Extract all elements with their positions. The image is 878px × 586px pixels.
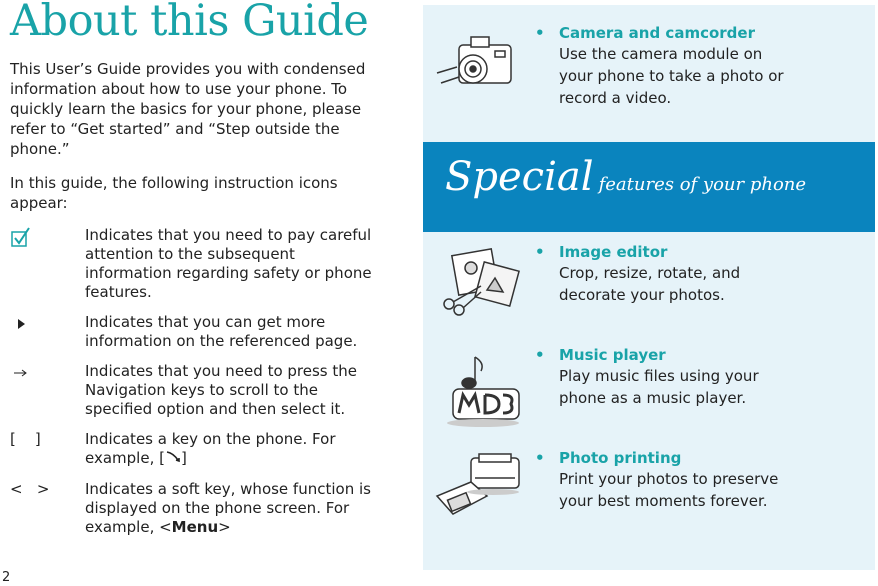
- guide-column: [0, 0, 400, 586]
- feature-description: Crop, resize, rotate, and decorate your photos.: [559, 264, 741, 304]
- image-editor-icon: [431, 246, 531, 336]
- banner-title: Special: [445, 154, 594, 200]
- banner-subtitle: features of your phone: [598, 174, 807, 195]
- feature-title: Music player: [559, 346, 666, 364]
- bullet: •: [535, 346, 545, 364]
- page-number: 2: [2, 570, 11, 585]
- play-arrow-icon: [10, 313, 70, 339]
- page-title: About this Guide: [10, 0, 369, 46]
- camera-icon: [431, 27, 531, 117]
- instruction-text: Indicates that you need to pay careful attention to the subsequent information regarding safety or phone features.: [85, 226, 372, 301]
- instruction-row-softkey: [10, 480, 390, 560]
- bullet: •: [535, 243, 545, 261]
- instruction-text: Indicates that you need to press the Navigation keys to scroll to the specified option and then select it.: [85, 362, 357, 418]
- instruction-text: [85, 430, 385, 468]
- instruction-text-end: ]: [180, 449, 187, 467]
- feature-title: Image editor: [559, 243, 668, 261]
- instruction-text-part: Indicates a key on the phone. For example, [: [85, 430, 336, 467]
- instruction-text: Indicates that you can get more information on the referenced page.: [85, 313, 358, 350]
- feature-description: Print your photos to preserve your best moments forever.: [559, 470, 779, 510]
- feature-description: Use the camera module on your phone to take a photo or record a video.: [559, 45, 784, 107]
- feature-title: Camera and camcorder: [559, 24, 755, 42]
- instruction-row-caution: [10, 226, 390, 306]
- feature-camera: [423, 23, 875, 133]
- feature-title: Photo printing: [559, 449, 682, 467]
- menu-softkey-label: Menu: [171, 518, 219, 536]
- softkey-bracket-symbol: < >: [10, 480, 50, 498]
- printer-icon: [431, 452, 531, 542]
- bullet: •: [535, 24, 545, 42]
- music-icon: [431, 349, 531, 439]
- key-bracket-symbol: [ ]: [10, 430, 41, 448]
- icons-intro-paragraph: In this guide, the following instruction icons appear:: [10, 174, 338, 212]
- end-key-icon: [165, 449, 181, 467]
- checkbox-icon: [10, 226, 70, 252]
- feature-photo-printing: [423, 448, 875, 558]
- feature-image-editor: [423, 242, 875, 352]
- right-arrow-icon: [10, 362, 70, 388]
- instruction-text-part: Indicates a soft key, whose function is displayed on the phone screen. For example, <: [85, 480, 371, 536]
- instruction-text-end: >: [218, 518, 231, 536]
- intro-paragraph: This User’s Guide provides you with condensed information about how to use your phone. To quickly learn the basics for your phone, please refer to “Get started” and “Step outside the phone.”: [10, 60, 366, 158]
- bullet: •: [535, 449, 545, 467]
- special-features-panel: [423, 5, 875, 570]
- instruction-text: [85, 480, 385, 537]
- special-features-banner: [423, 142, 875, 232]
- feature-description: Play music files using your phone as a music player.: [559, 367, 759, 407]
- feature-music-player: [423, 345, 875, 455]
